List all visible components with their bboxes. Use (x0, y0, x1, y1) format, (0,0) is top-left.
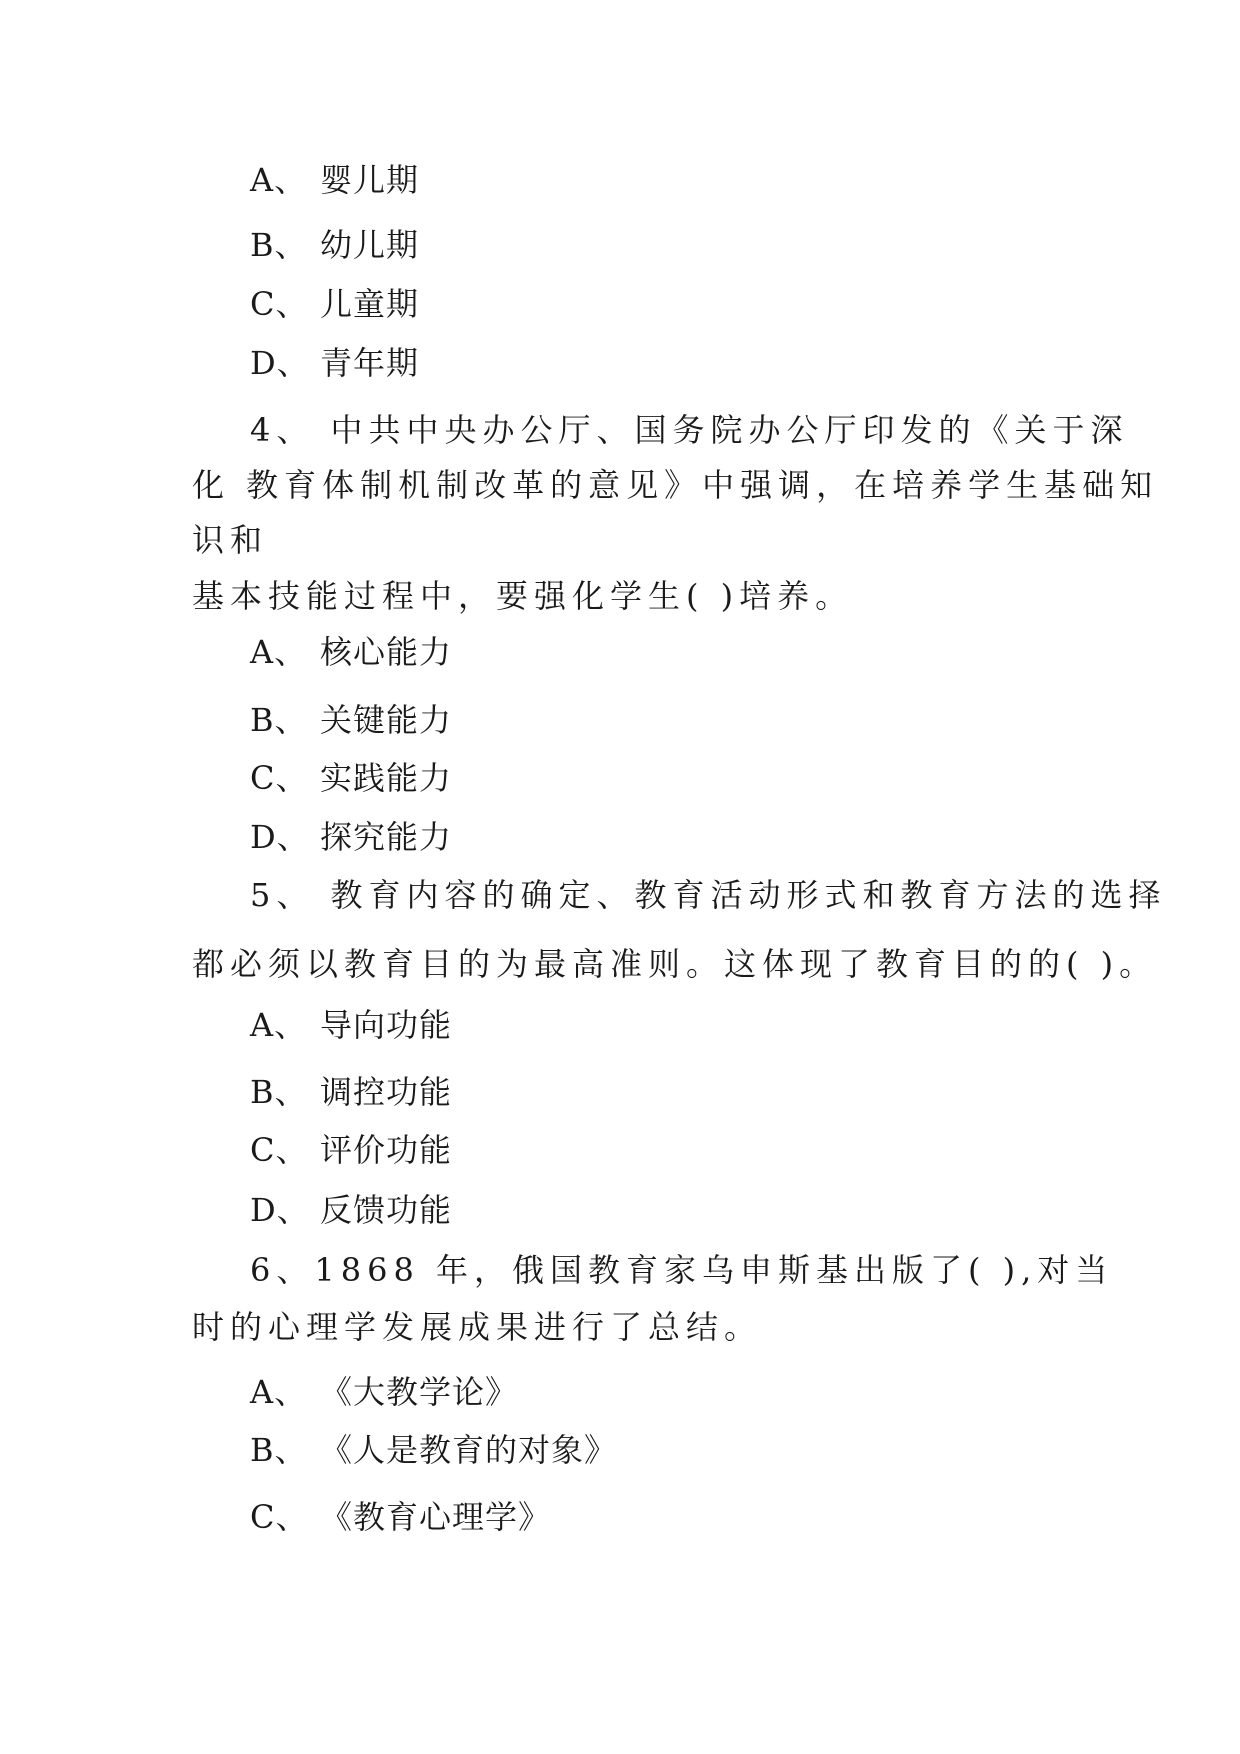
q4-option-c (250, 758, 452, 798)
option-text: 关键能力 (320, 701, 453, 739)
option-text: 婴儿期 (320, 161, 420, 199)
option-letter: A、 (250, 161, 308, 199)
q5-option-b (250, 1072, 452, 1112)
option-text: 儿童期 (320, 285, 420, 323)
option-text: 评价功能 (320, 1131, 453, 1169)
q3-option-c (250, 284, 419, 324)
option-text: 实践能力 (320, 759, 453, 797)
option-letter: B、 (250, 701, 308, 739)
q6-option-b (250, 1430, 617, 1470)
option-letter: B、 (250, 1431, 308, 1469)
option-letter: B、 (250, 226, 308, 264)
option-letter: C、 (250, 759, 309, 797)
q3-option-d (250, 343, 419, 383)
q4-stem-line-2: 化 教育体制机制改革的意见》中强调，在培养学生基础知 (192, 466, 1159, 504)
option-letter: B、 (250, 1073, 308, 1111)
option-text: 《人是教育的对象》 (320, 1431, 618, 1469)
option-text: 调控功能 (320, 1073, 453, 1111)
option-text: 核心能力 (320, 633, 453, 671)
option-text: 幼儿期 (320, 226, 420, 264)
q4-stem-line-1: 4、 中共中央办公厅、国务院办公厅印发的《关于深 (250, 411, 1129, 449)
q4-stem-line-3: 识和 (192, 521, 269, 559)
option-letter: A、 (250, 633, 308, 671)
q4-stem-line-4: 基本技能过程中，要强化学生( )培养。 (192, 577, 854, 615)
q6-stem-line-1: 6、1868 年，俄国教育家乌申斯基出版了( ),对当 (250, 1251, 1114, 1289)
q5-option-d (250, 1190, 452, 1230)
q5-option-a (250, 1005, 452, 1045)
option-letter: D、 (250, 818, 310, 856)
option-letter: C、 (250, 1131, 309, 1169)
q6-stem-line-2: 时的心理学发展成果进行了总结。 (192, 1308, 763, 1346)
option-text: 反馈功能 (320, 1191, 453, 1229)
option-text: 导向功能 (320, 1006, 453, 1044)
q6-option-c (250, 1497, 551, 1537)
option-text: 探究能力 (320, 818, 453, 856)
q5-option-c (250, 1130, 452, 1170)
option-letter: A、 (250, 1373, 308, 1411)
q5-stem-line-2: 都必须以教育目的为最高准则。这体现了教育目的的( )。 (192, 945, 1158, 983)
q4-option-d (250, 817, 452, 857)
q3-option-a (250, 160, 419, 200)
q5-stem-line-1: 5、 教育内容的确定、教育活动形式和教育方法的选择 (250, 876, 1167, 914)
q3-option-b (250, 225, 419, 265)
option-letter: C、 (250, 285, 309, 323)
q4-option-b (250, 700, 452, 740)
option-letter: D、 (250, 344, 310, 382)
q4-option-a (250, 632, 452, 672)
option-letter: C、 (250, 1498, 309, 1536)
option-letter: A、 (250, 1006, 308, 1044)
q6-option-a (250, 1372, 518, 1412)
option-letter: D、 (250, 1191, 310, 1229)
option-text: 青年期 (320, 344, 420, 382)
option-text: 《大教学论》 (320, 1373, 519, 1411)
option-text: 《教育心理学》 (320, 1498, 552, 1536)
